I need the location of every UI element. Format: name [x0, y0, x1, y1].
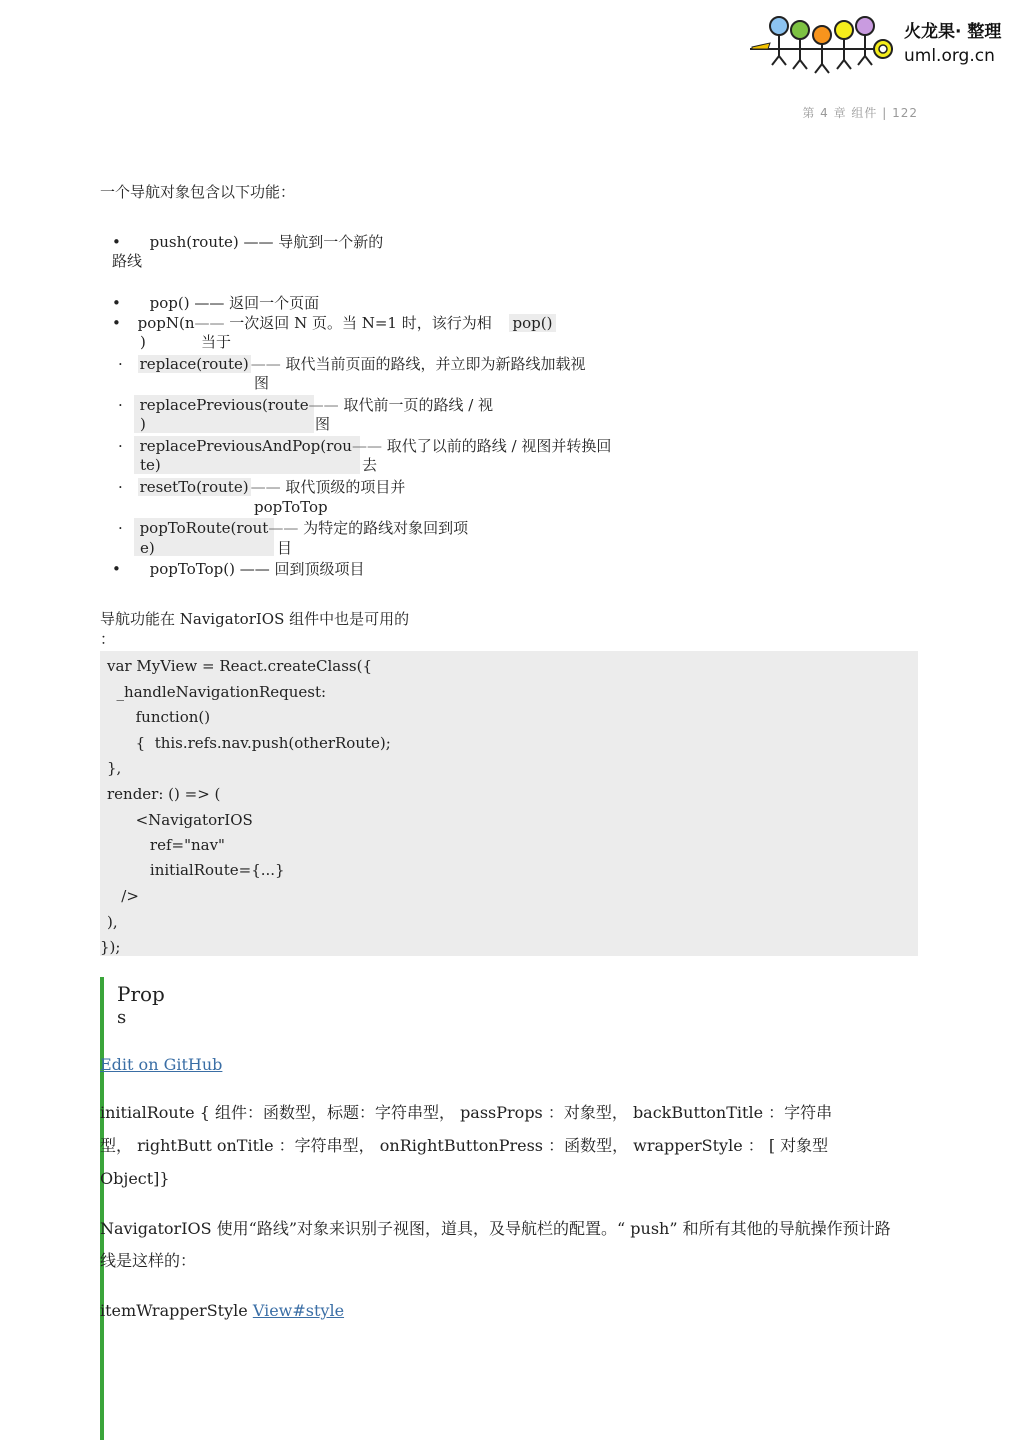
method-sep: ——	[308, 396, 339, 414]
method-desc-cont: popToTop	[254, 498, 328, 516]
section-accent-bar	[100, 977, 104, 1440]
navigator-desc: NavigatorIOS 使用“路线”对象来识别子视图，道具，及导航栏的配置。“ push” 和所有其他的导航操作预计路	[100, 1219, 891, 1238]
method-name: popToRoute(rout	[139, 519, 269, 537]
code-block	[100, 651, 918, 956]
logo-url: uml.org.cn	[904, 46, 995, 66]
method-desc: 取代当前页面的路线，并立即为新路线加载视	[285, 355, 586, 373]
code-line: ref="nav"	[107, 836, 225, 854]
list-item	[112, 313, 556, 333]
bullet: ·	[118, 396, 123, 414]
method-desc: 取代前一页的路线 / 视	[343, 396, 494, 414]
list-item	[112, 559, 365, 579]
method-sep: ——	[243, 233, 274, 251]
navigator-desc: 线是这样的：	[100, 1251, 197, 1270]
logo	[748, 12, 898, 76]
method-sep: ——	[239, 560, 270, 578]
list-item	[118, 477, 405, 497]
method-sep: ——	[268, 519, 299, 537]
method-desc: 返回一个页面	[229, 294, 320, 312]
method-name: replacePrevious(route	[139, 396, 309, 414]
bullet: ·	[118, 437, 123, 455]
method-name: resetTo(route)	[139, 478, 249, 496]
initial-route-text: Object]}	[100, 1169, 170, 1188]
method-sep: ——	[250, 355, 281, 373]
method-sep: ——	[250, 478, 281, 496]
method-desc-cont: 路线	[112, 252, 143, 270]
method-name: pop()	[149, 294, 190, 312]
nav-note: 导航功能在 NavigatorIOS 组件中也是可用的	[100, 610, 410, 628]
code-line: var MyView = React.createClass({	[107, 657, 372, 675]
nav-note-cont: ：	[100, 630, 116, 648]
method-desc-cont: 目	[277, 539, 293, 557]
method-desc: 回到顶级项目	[274, 560, 365, 578]
method-desc-cont: 当于	[201, 333, 232, 351]
props-heading	[117, 982, 165, 1030]
method-name-cont: e)	[140, 539, 155, 557]
logo-figures-icon	[748, 12, 898, 76]
initial-route-text: 型， rightButt onTitle ：字符串型， onRightButtonPress ：函数型， wrapperStyle ： [ 对象型	[100, 1136, 829, 1155]
method-desc: 一次返回 N 页。当 N=1 时，该行为相	[229, 314, 492, 332]
list-item	[112, 232, 383, 252]
method-desc-cont: 图	[254, 374, 270, 392]
code-line: });	[100, 938, 121, 956]
list-item	[118, 436, 611, 456]
method-sep: ——	[194, 314, 225, 332]
method-name: push(route)	[149, 233, 239, 251]
method-name: replace(route)	[139, 355, 249, 373]
method-name-cont: )	[140, 415, 146, 433]
list-item	[118, 354, 586, 374]
bullet: •	[112, 314, 121, 332]
bullet: •	[112, 233, 121, 251]
method-desc-cont: 去	[362, 456, 378, 474]
logo-text	[904, 20, 1001, 68]
method-desc: 取代了以前的路线 / 视图并转换回	[386, 437, 612, 455]
bullet: •	[112, 560, 121, 578]
list-item	[118, 395, 493, 415]
bullet: •	[112, 294, 121, 312]
list-item	[112, 293, 319, 313]
method-desc: 导航到一个新的	[278, 233, 384, 251]
method-name: popN(n	[137, 314, 195, 332]
code-line: function()	[107, 708, 211, 726]
code-line: ),	[107, 913, 118, 931]
props-heading-line2: s	[117, 1007, 127, 1028]
initial-route-text: initialRoute { 组件：函数型，标题：字符串型， passProps ：对象型， backButtonTitle ：字符串	[100, 1103, 833, 1122]
page-number: 第 4 章 组件 | 122	[802, 106, 918, 120]
method-sep: ——	[194, 294, 225, 312]
bullet: ·	[118, 519, 123, 537]
list-item	[118, 518, 468, 538]
logo-title: 火龙果· 整理	[904, 22, 1002, 42]
bullet: ·	[118, 478, 123, 496]
method-desc-cont: 图	[315, 415, 331, 433]
method-ref: pop()	[509, 314, 557, 332]
method-name-cont: te)	[140, 456, 161, 474]
method-name: popToTop()	[149, 560, 235, 578]
view-style-link[interactable]: View#style	[252, 1301, 345, 1320]
intro-text: 一个导航对象包含以下功能：	[100, 183, 296, 201]
code-line: />	[107, 887, 139, 905]
method-desc: 取代顶级的项目并	[285, 478, 406, 496]
code-line: initialRoute={...}	[107, 861, 285, 879]
method-name: replacePreviousAndPop(rou	[139, 437, 352, 455]
code-line: <NavigatorIOS	[107, 811, 253, 829]
item-wrapper-style	[100, 1301, 344, 1321]
code-line: },	[107, 759, 122, 777]
method-desc: 为特定的路线对象回到项	[303, 519, 469, 537]
code-line: _handleNavigationRequest:	[107, 683, 327, 701]
code-line: { this.refs.nav.push(otherRoute);	[107, 734, 391, 752]
method-name-cont: )	[140, 333, 146, 351]
bullet: ·	[118, 355, 123, 373]
prop-name: itemWrapperStyle	[100, 1301, 248, 1320]
method-sep: ——	[351, 437, 382, 455]
props-heading-line1: Prop	[117, 982, 165, 1006]
edit-on-github-link[interactable]: Edit on GitHub	[100, 1055, 223, 1074]
code-line: render: () => (	[107, 785, 221, 803]
